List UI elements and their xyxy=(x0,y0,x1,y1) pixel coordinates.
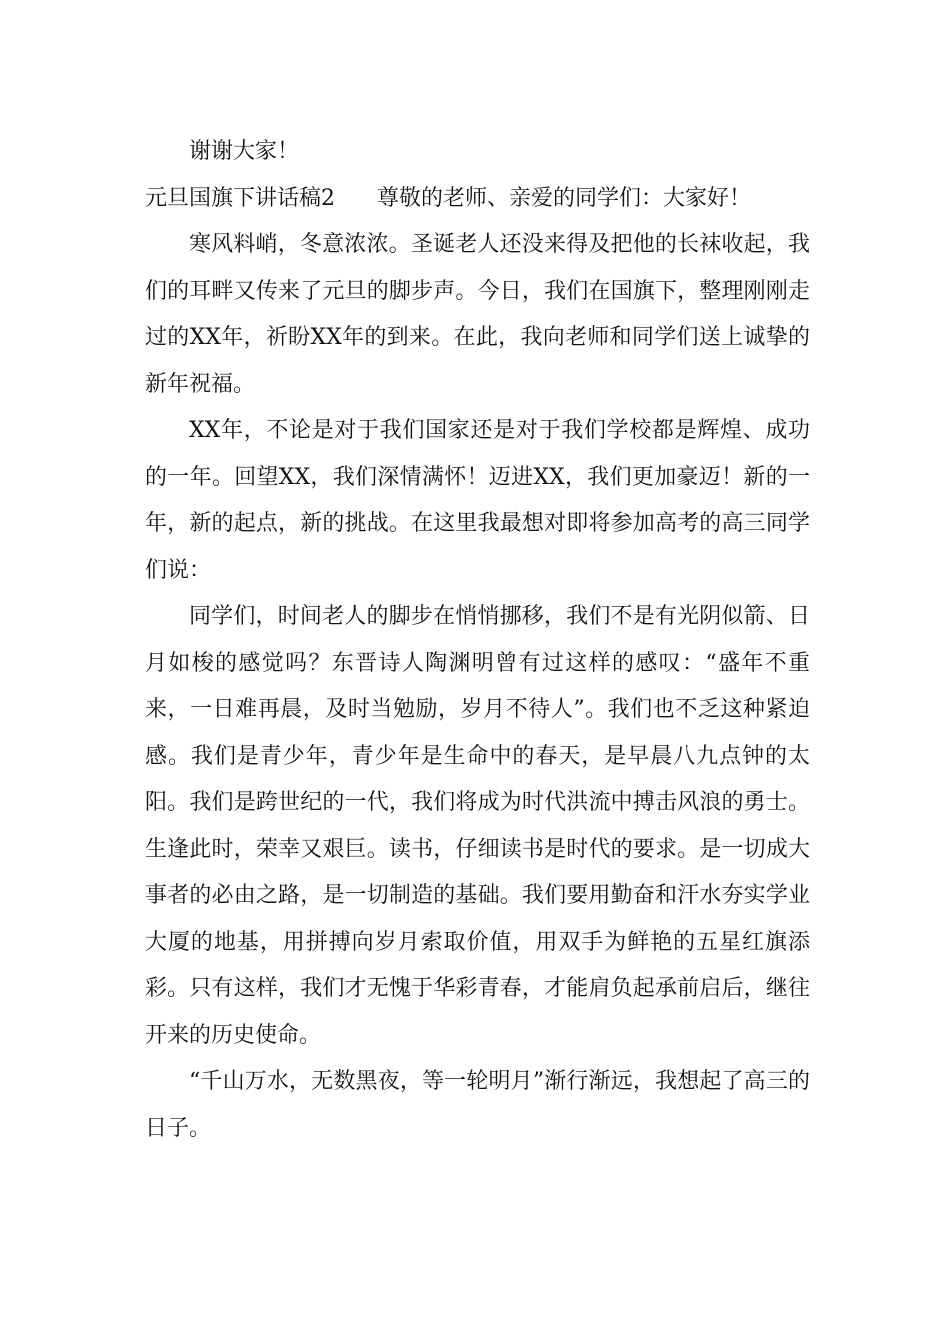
paragraph: 寒风料峭，冬意浓浓。圣诞老人还没来得及把他的长袜收起，我们的耳畔又传来了元旦的脚步声。今日，我们在国旗下，整理刚刚走过的XX年，祈盼XX年的到来。在此，我向老师和同学们送上诚挚的新年祝福。 xyxy=(145,232,810,397)
paragraph: XX年，不论是对于我们国家还是对于我们学校都是辉煌、成功的一年。回望XX，我们深情满怀！迈进XX，我们更加豪迈！新的一年，新的起点，新的挑战。在这里我最想对即将参加高考的高三同学们说： xyxy=(145,418,810,583)
speech-greeting: 尊敬的老师、亲爱的同学们：大家好！ xyxy=(377,185,752,211)
paragraph: 同学们，时间老人的脚步在悄悄挪移，我们不是有光阴似箭、日月如梭的感觉吗？东晋诗人陶渊明曾有过这样的感叹：“盛年不重来，一日难再晨，及时当勉励，岁月不待人”。我们也不乏这种紧迫感。我们是青少年，青少年是生命中的春天，是早晨八九点钟的太阳。我们是跨世纪的一代，我们将成为时代洪流中搏击风浪的勇士。生逢此时，荣幸又艰巨。读书，仔细读书是时代的要求。是一切成大事者的必由之路，是一切制造的基础。我们要用勤奋和汗水夯实学业大厦的地基，用拼搏向岁月索取价值，用双手为鲜艳的五星红旗添彩。只有这样，我们才无愧于华彩青春，才能肩负起承前启后，继往开来的历史使命。 xyxy=(145,604,810,1048)
speech-title: 元旦国旗下讲话稿2 xyxy=(145,185,335,211)
document-body xyxy=(145,129,810,1152)
paragraph: “千山万水，无数黑夜，等一轮明月”渐行渐远，我想起了高三的日子。 xyxy=(145,1069,810,1141)
speech-heading xyxy=(145,176,810,223)
closing-line: 谢谢大家！ xyxy=(189,139,300,164)
